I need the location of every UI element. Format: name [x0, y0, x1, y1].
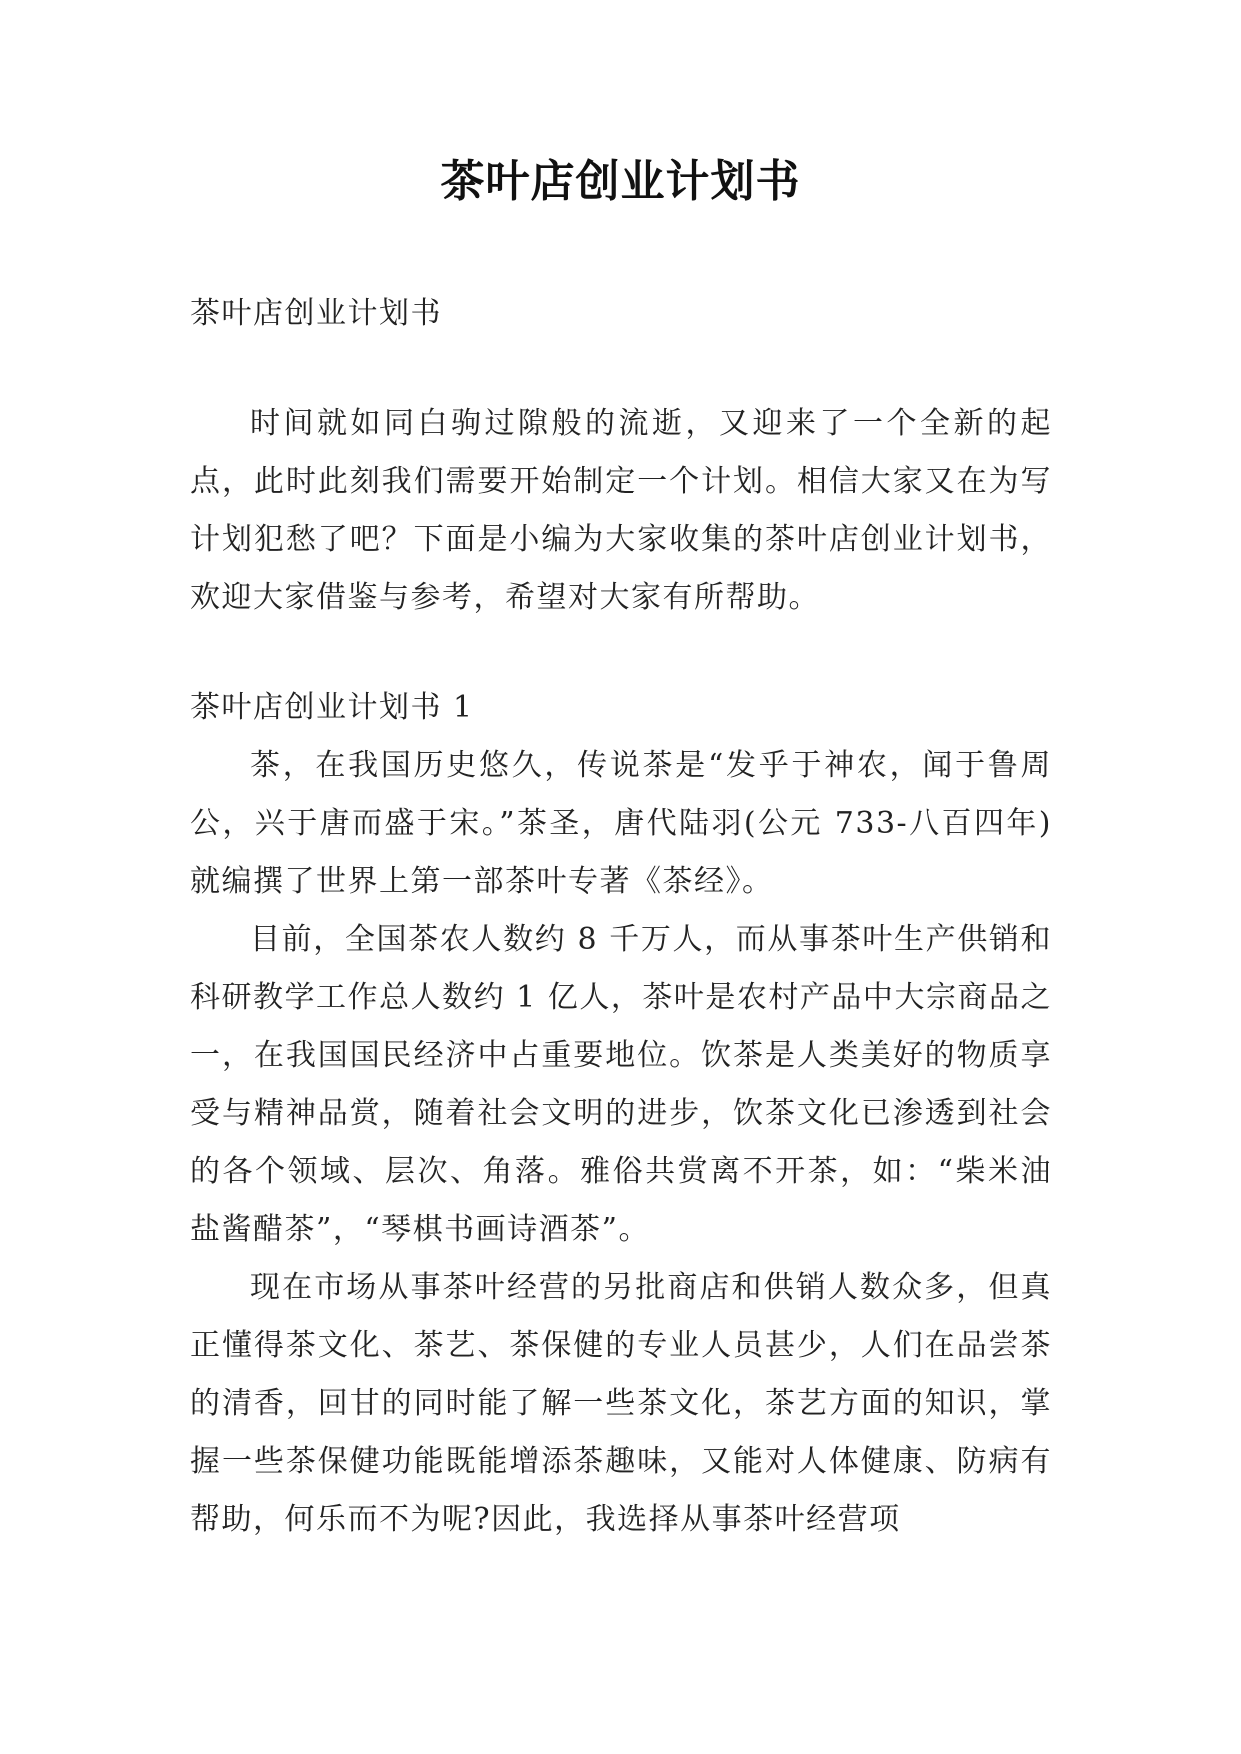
- body-paragraph-2: 目前，全国茶农人数约 8 千万人，而从事茶叶生产供销和科研教学工作总人数约 1 亿人，茶叶是农村产品中大宗商品之一，在我国国民经济中占重要地位。饮茶是人类美好的物质享受与精神品赏，随着社会文明的进步，饮茶文化已渗透到社会的各个领域、层次、角落。雅俗共赏离不开茶，如：“柴米油盐酱醋茶”，“琴棋书画诗酒茶”。: [190, 922, 1052, 1247]
- document-body: [190, 285, 1052, 1549]
- body-paragraph-3: 现在市场从事茶叶经营的另批商店和供销人数众多，但真正懂得茶文化、茶艺、茶保健的专业人员甚少，人们在品尝茶的清香，回甘的同时能了解一些茶文化，茶艺方面的知识，掌握一些茶保健功能既能增添茶趣味，又能对人体健康、防病有帮助，何乐而不为呢?因此，我选择从事茶叶经营项: [190, 1270, 1052, 1537]
- intro-paragraph: 时间就如同白驹过隙般的流逝，又迎来了一个全新的起点，此时此刻我们需要开始制定一个计划。相信大家又在为写计划犯愁了吧？下面是小编为大家收集的茶叶店创业计划书，欢迎大家借鉴与参考，希望对大家有所帮助。: [190, 406, 1052, 615]
- document-title: 茶叶店创业计划书: [440, 156, 801, 207]
- body-paragraph-1: 茶，在我国历史悠久，传说茶是“发乎于神农，闻于鲁周公，兴于唐而盛于宋。”茶圣，唐代陆羽(公元 733-八百四年)就编撰了世界上第一部茶叶专著《茶经》。: [190, 748, 1052, 899]
- section-heading: 茶叶店创业计划书 1: [190, 690, 474, 725]
- document-subtitle: 茶叶店创业计划书: [190, 296, 442, 331]
